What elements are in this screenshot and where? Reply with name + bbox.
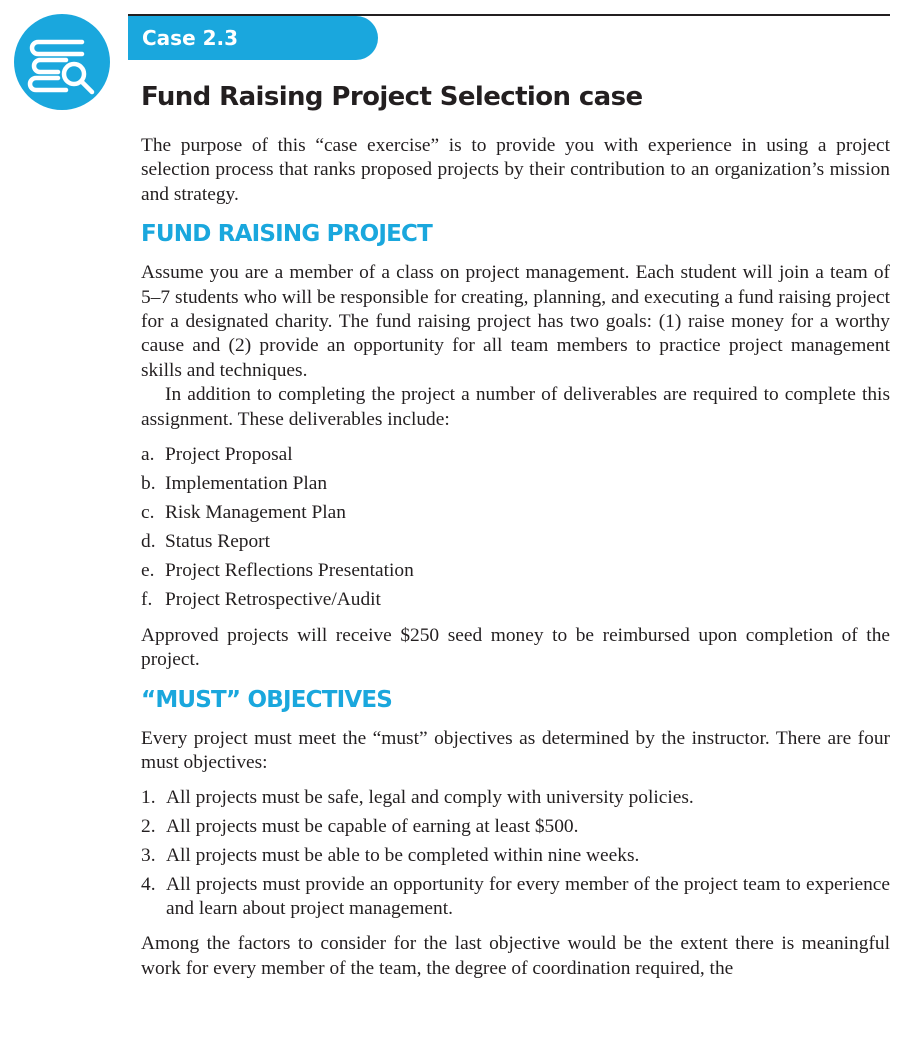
list-item-text: Project Reflections Presentation xyxy=(165,560,414,582)
list-item xyxy=(141,469,890,498)
deliverables-list xyxy=(141,440,890,614)
list-marker: c. xyxy=(141,502,155,524)
list-item xyxy=(141,585,890,614)
list-item xyxy=(141,527,890,556)
list-marker: d. xyxy=(141,531,156,553)
case-content xyxy=(141,134,890,981)
list-item-text: All projects must be able to be completed within nine weeks. xyxy=(166,844,640,866)
list-item-text: Status Report xyxy=(165,531,271,553)
fund-raising-paragraph-3: Approved projects will receive $250 seed money to be reimbursed upon completion of the project. xyxy=(141,625,890,671)
list-marker: 1. xyxy=(141,786,156,808)
list-item-text: All projects must be safe, legal and comply with university policies. xyxy=(166,786,694,808)
case-label-tab xyxy=(128,16,378,60)
case-label: Case 2.3 xyxy=(142,26,239,50)
list-item xyxy=(141,873,890,922)
list-item-text: Project Proposal xyxy=(165,444,293,466)
must-objectives-paragraph-2: Among the factors to consider for the last objective would be the extent there is meaningful work for every member of the team, the degree of coordination required, the xyxy=(141,933,890,979)
list-item xyxy=(141,440,890,469)
must-objectives-heading: “MUST” OBJECTIVES xyxy=(141,686,393,713)
list-marker: e. xyxy=(141,560,155,582)
list-item xyxy=(141,498,890,527)
list-item-text: Implementation Plan xyxy=(165,473,328,495)
list-marker: b. xyxy=(141,473,156,495)
list-item xyxy=(141,786,890,810)
list-item xyxy=(141,556,890,585)
intro-paragraph: The purpose of this “case exercise” is to provide you with experience in using a project selection process that ranks proposed projects by their contribution to an organization’s mission and strategy. xyxy=(141,135,890,205)
list-item-text: Risk Management Plan xyxy=(165,502,346,524)
list-marker: 3. xyxy=(141,844,156,866)
list-marker: 4. xyxy=(141,873,156,895)
case-title: Fund Raising Project Selection case xyxy=(141,82,643,112)
must-objectives-paragraph-1: Every project must meet the “must” objectives as determined by the instructor. There are four must objectives: xyxy=(141,727,890,774)
books-magnifier-icon xyxy=(14,14,110,110)
list-marker: f. xyxy=(141,589,153,611)
fund-raising-paragraph-1: Assume you are a member of a class on project management. Each student will join a team of 5–7 students who will be responsible for creating, planning, and executing a fund raising project for a designated charity. The fund raising project has two goals: (1) raise money for a worthy cause and (2) provide an opportunity for all team members to practice project management skills and techniques. xyxy=(141,262,890,381)
objectives-list xyxy=(141,786,890,922)
list-item-text: Project Retrospective/Audit xyxy=(165,589,381,611)
list-item xyxy=(141,815,890,839)
list-marker: 2. xyxy=(141,815,156,837)
list-item xyxy=(141,844,890,868)
list-item-text: All projects must provide an opportunity for every member of the project team to experience and learn about project management. xyxy=(166,873,890,920)
fund-raising-heading: FUND RAISING PROJECT xyxy=(141,221,433,248)
list-marker: a. xyxy=(141,444,155,466)
list-item-text: All projects must be capable of earning at least $500. xyxy=(166,815,579,837)
fund-raising-paragraph-2: In addition to completing the project a number of deliverables are required to complete this assignment. These deliverables include: xyxy=(141,384,890,430)
